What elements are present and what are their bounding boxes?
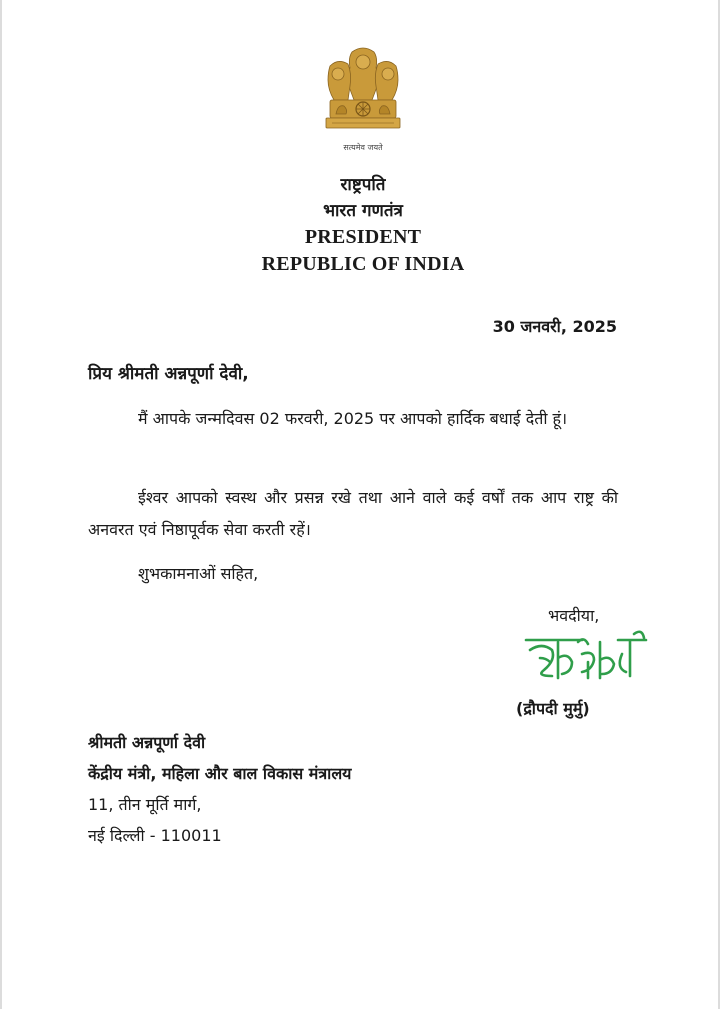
emblem-motto: सत्यमेव जयते <box>343 143 383 152</box>
recipient-address <box>88 727 351 851</box>
page-edge-left <box>0 0 2 1009</box>
body-paragraph-1 <box>88 403 618 435</box>
letterhead-english-title: PRESIDENT <box>304 226 422 248</box>
closing-line: शुभकामनाओं सहित, <box>138 564 259 583</box>
recipient-address-line-2: नई दिल्ली - 110011 <box>88 826 222 845</box>
signature-image <box>522 628 650 694</box>
body-paragraph-2 <box>88 482 618 546</box>
letterhead-hindi-subtitle: भारत गणतंत्र <box>323 201 403 221</box>
valediction: भवदीया, <box>548 606 600 625</box>
recipient-designation: केंद्रीय मंत्री, महिला और बाल विकास मंत्रालय <box>88 764 352 783</box>
salutation: प्रिय श्रीमती अन्नपूर्णा देवी, <box>88 364 249 384</box>
recipient-name: श्रीमती अन्नपूर्णा देवी <box>88 733 206 752</box>
letterhead-english-subtitle: REPUBLIC OF INDIA <box>261 253 465 275</box>
state-emblem <box>322 44 404 156</box>
letter-date: 30 जनवरी, 2025 <box>492 317 617 336</box>
body-paragraph-1-text: मैं आपके जन्मदिवस 02 फरवरी, 2025 पर आपको हार्दिक बधाई देती हूं। <box>138 409 568 428</box>
body-paragraph-2-text: ईश्वर आपको स्वस्थ और प्रसन्न रखे तथा आने वाले कई वर्षों तक आप राष्ट्र की अनवरत एवं निष्ठापूर्वक सेवा करती रहें। <box>88 488 618 539</box>
state-emblem-icon <box>322 44 404 140</box>
signer-name: (द्रौपदी मुर्मु) <box>516 699 590 718</box>
letterhead <box>200 172 526 278</box>
recipient-address-line-1: 11, तीन मूर्ति मार्ग, <box>88 795 202 814</box>
letterhead-hindi-title: राष्ट्रपति <box>340 175 386 195</box>
